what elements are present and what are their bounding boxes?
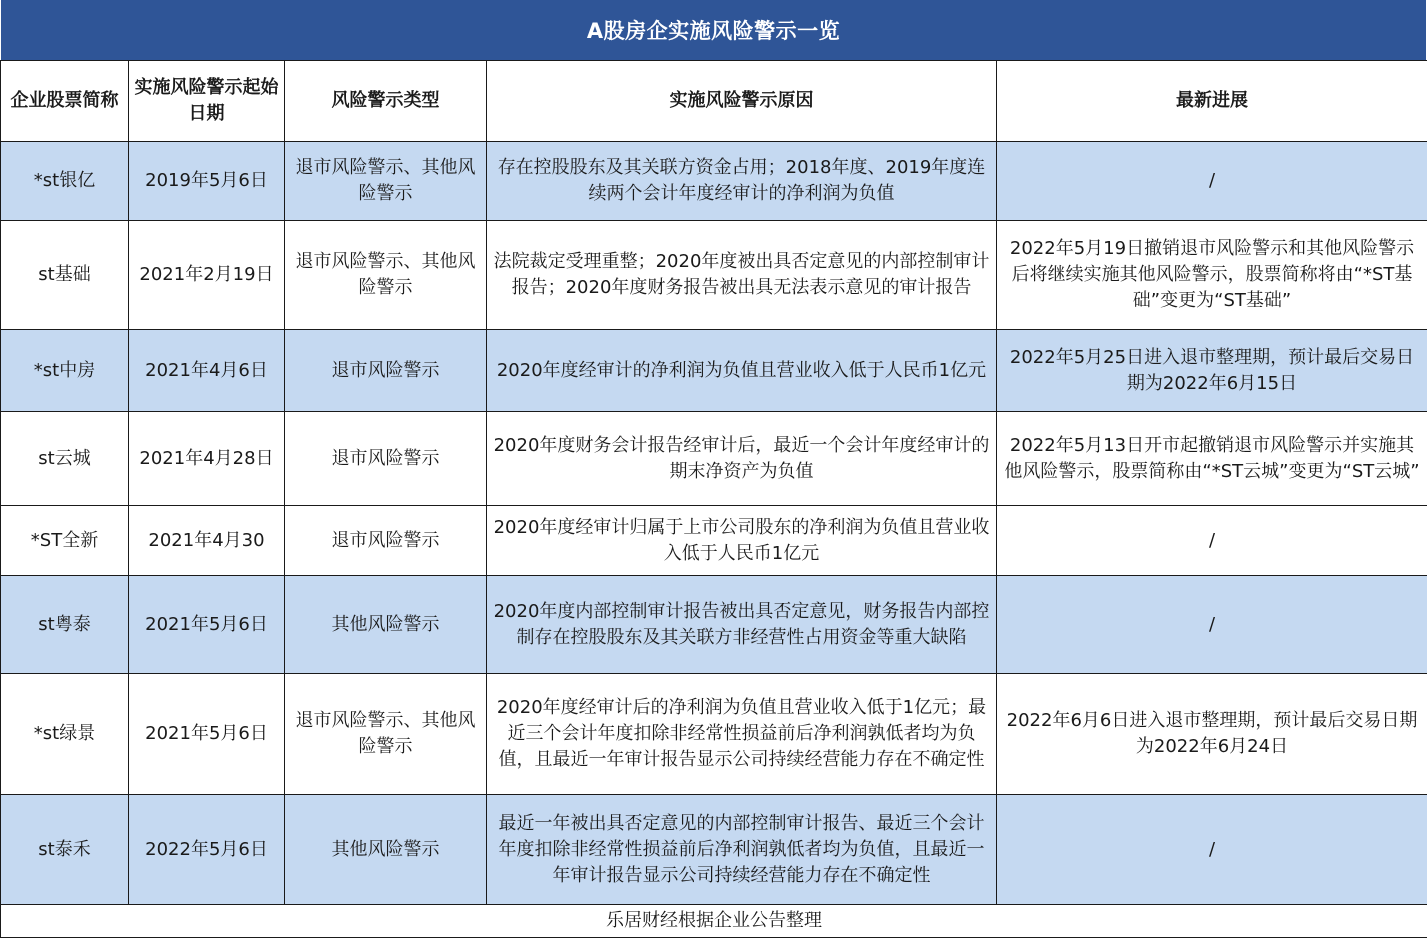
- latest-progress-cell: 2022年6月6日进入退市整理期，预计最后交易日期为2022年6月24日: [997, 674, 1427, 795]
- stock-name-cell: *st绿景: [1, 674, 129, 795]
- warning-reason-cell: 法院裁定受理重整；2020年度被出具否定意见的内部控制审计报告；2020年度财务报告被出具无法表示意见的审计报告: [487, 221, 997, 330]
- latest-progress-cell: /: [997, 576, 1427, 674]
- stock-name-cell: *st银亿: [1, 142, 129, 221]
- start-date-cell: 2019年5月6日: [129, 142, 285, 221]
- warning-reason-cell: 最近一年被出具否定意见的内部控制审计报告、最近三个会计年度扣除非经常性损益前后净利润孰低者均为负值，且最近一年审计报告显示公司持续经营能力存在不确定性: [487, 795, 997, 905]
- table-row: [1, 576, 1427, 674]
- warning-type-cell: 其他风险警示: [285, 576, 487, 674]
- start-date-cell: 2021年4月6日: [129, 330, 285, 412]
- warning-reason-cell: 2020年度经审计的净利润为负值且营业收入低于人民币1亿元: [487, 330, 997, 412]
- warning-reason-cell: 2020年度财务会计报告经审计后，最近一个会计年度经审计的期末净资产为负值: [487, 412, 997, 506]
- footer-row: [1, 905, 1427, 938]
- start-date-cell: 2021年5月6日: [129, 674, 285, 795]
- warning-type-cell: 退市风险警示、其他风险警示: [285, 221, 487, 330]
- table-row: [1, 795, 1427, 905]
- table-title: A股房企实施风险警示一览: [1, 0, 1426, 60]
- warning-type-cell: 退市风险警示: [285, 330, 487, 412]
- latest-progress-cell: /: [997, 795, 1427, 905]
- risk-warning-table: [0, 60, 1427, 938]
- table-row: [1, 506, 1427, 576]
- warning-type-cell: 退市风险警示: [285, 412, 487, 506]
- header-row: [1, 61, 1427, 142]
- start-date-cell: 2021年4月28日: [129, 412, 285, 506]
- stock-name-cell: st基础: [1, 221, 129, 330]
- start-date-cell: 2021年5月6日: [129, 576, 285, 674]
- latest-progress-cell: /: [997, 506, 1427, 576]
- header-warning-type: 风险警示类型: [285, 61, 487, 142]
- warning-type-cell: 其他风险警示: [285, 795, 487, 905]
- latest-progress-cell: 2022年5月13日开市起撤销退市风险警示并实施其他风险警示，股票简称由“*ST云城”变更为“ST云城”: [997, 412, 1427, 506]
- warning-type-cell: 退市风险警示、其他风险警示: [285, 674, 487, 795]
- table-row: [1, 221, 1427, 330]
- start-date-cell: 2022年5月6日: [129, 795, 285, 905]
- warning-type-cell: 退市风险警示: [285, 506, 487, 576]
- table-row: [1, 412, 1427, 506]
- stock-name-cell: st云城: [1, 412, 129, 506]
- start-date-cell: 2021年4月30: [129, 506, 285, 576]
- table-row: [1, 330, 1427, 412]
- header-stock-name: 企业股票简称: [1, 61, 129, 142]
- warning-reason-cell: 存在控股股东及其关联方资金占用；2018年度、2019年度连续两个会计年度经审计的净利润为负值: [487, 142, 997, 221]
- start-date-cell: 2021年2月19日: [129, 221, 285, 330]
- table-row: [1, 142, 1427, 221]
- source-note: 乐居财经根据企业公告整理: [1, 905, 1427, 938]
- header-latest-progress: 最新进展: [997, 61, 1427, 142]
- stock-name-cell: st粤泰: [1, 576, 129, 674]
- latest-progress-cell: /: [997, 142, 1427, 221]
- header-start-date: 实施风险警示起始日期: [129, 61, 285, 142]
- stock-name-cell: *ST全新: [1, 506, 129, 576]
- warning-reason-cell: 2020年度内部控制审计报告被出具否定意见，财务报告内部控制存在控股股东及其关联方非经营性占用资金等重大缺陷: [487, 576, 997, 674]
- stock-name-cell: *st中房: [1, 330, 129, 412]
- table-row: [1, 674, 1427, 795]
- warning-reason-cell: 2020年度经审计后的净利润为负值且营业收入低于1亿元；最近三个会计年度扣除非经常性损益前后净利润孰低者均为负值，且最近一年审计报告显示公司持续经营能力存在不确定性: [487, 674, 997, 795]
- warning-reason-cell: 2020年度经审计归属于上市公司股东的净利润为负值且营业收入低于人民币1亿元: [487, 506, 997, 576]
- latest-progress-cell: 2022年5月19日撤销退市风险警示和其他风险警示后将继续实施其他风险警示，股票简称将由“*ST基础”变更为“ST基础”: [997, 221, 1427, 330]
- latest-progress-cell: 2022年5月25日进入退市整理期，预计最后交易日期为2022年6月15日: [997, 330, 1427, 412]
- header-warning-reason: 实施风险警示原因: [487, 61, 997, 142]
- stock-name-cell: st泰禾: [1, 795, 129, 905]
- warning-type-cell: 退市风险警示、其他风险警示: [285, 142, 487, 221]
